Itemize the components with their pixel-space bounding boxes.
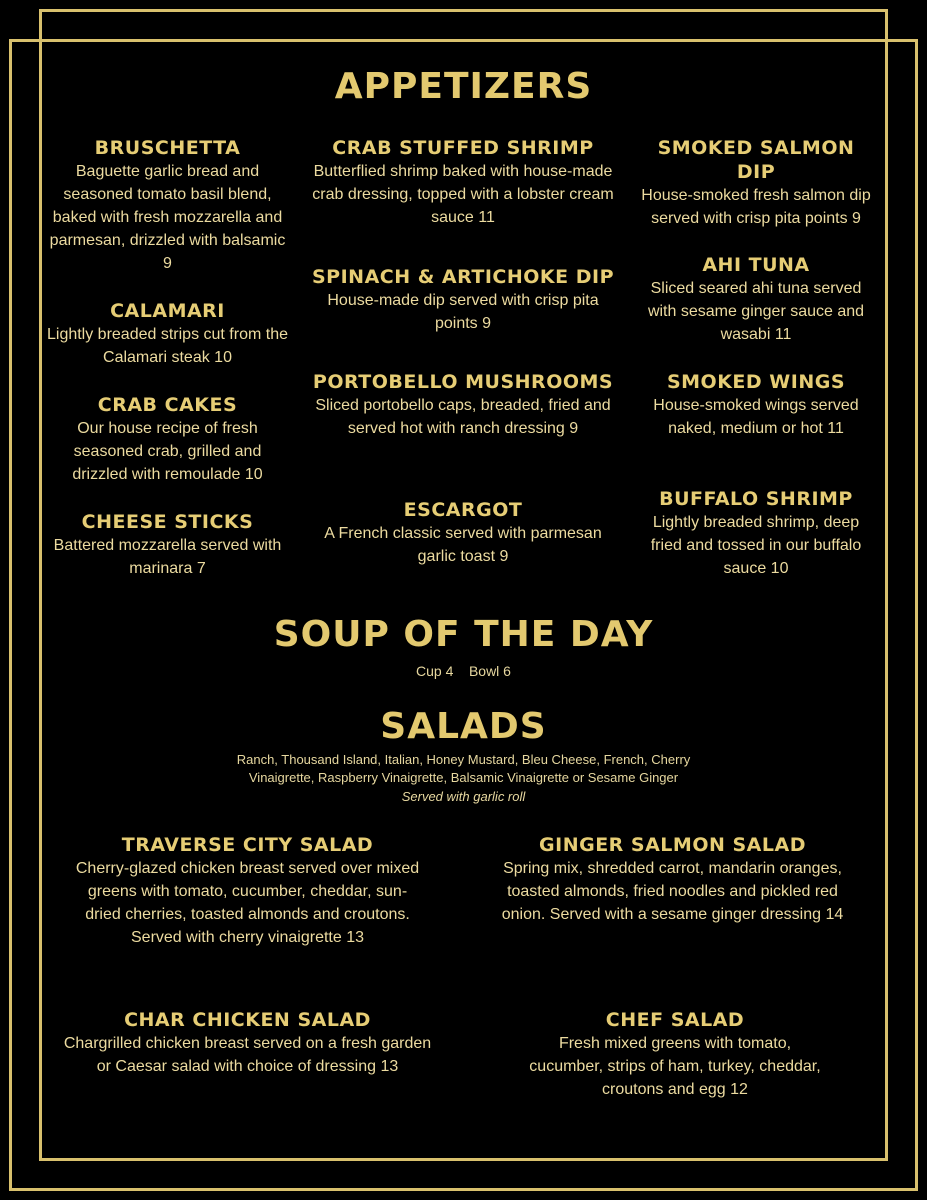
item-name: CALAMARI xyxy=(110,300,225,322)
item-name: CHEESE STICKS xyxy=(81,511,254,533)
menu-item xyxy=(636,487,876,580)
item-desc: House-smoked wings served naked, medium or hot 11 xyxy=(653,397,859,437)
item-name: BRUSCHETTA xyxy=(94,137,241,159)
salads-title: SALADS xyxy=(380,706,547,747)
menu-item xyxy=(636,253,876,346)
item-name: TRAVERSE CITY SALAD xyxy=(121,834,374,856)
item-desc: Chargrilled chicken breast served on a fresh garden or Caesar salad with choice of dressing 13 xyxy=(63,1035,432,1075)
item-name: CHAR CHICKEN SALAD xyxy=(124,1009,371,1031)
item-desc: Lightly breaded strips cut from the Calamari steak 10 xyxy=(46,326,288,366)
menu-item xyxy=(520,1008,830,1101)
item-desc: House-made dip served with crisp pita points 9 xyxy=(327,292,599,332)
menu-item xyxy=(308,370,618,440)
dressings-line: Vinaigrette, Raspberry Vinaigrette, Balsamic Vinaigrette or Sesame Ginger xyxy=(248,770,679,785)
item-name: SMOKED SALMON DIP xyxy=(657,137,855,183)
menu-item xyxy=(308,265,618,335)
item-name: ESCARGOT xyxy=(403,499,523,521)
item-name: SMOKED WINGS xyxy=(666,371,846,393)
menu-item xyxy=(45,299,290,369)
item-desc: A French classic served with parmesan garlic toast 9 xyxy=(324,525,602,565)
item-desc: Battered mozzarella served with marinara 7 xyxy=(53,537,282,577)
item-name: CRAB STUFFED SHRIMP xyxy=(332,137,594,159)
item-name: GINGER SALMON SALAD xyxy=(539,834,806,856)
item-desc: House-smoked fresh salmon dip served with crisp pita points 9 xyxy=(641,187,871,227)
item-name: SPINACH & ARTICHOKE DIP xyxy=(311,266,615,288)
menu-item xyxy=(45,136,290,275)
item-name: PORTOBELLO MUSHROOMS xyxy=(312,371,614,393)
menu-item xyxy=(60,1008,435,1078)
item-name: CHEF SALAD xyxy=(605,1009,745,1031)
item-desc: Baguette garlic bread and seasoned tomato basil blend, baked with fresh mozzarella and parmesan, drizzled with balsamic 9 xyxy=(49,163,286,272)
salads-note: Served with garlic roll xyxy=(401,789,526,804)
item-desc: Lightly breaded shrimp, deep fried and tossed in our buffalo sauce 10 xyxy=(650,514,862,577)
menu-item xyxy=(45,510,290,580)
menu-item xyxy=(308,136,618,229)
item-desc: Sliced portobello caps, breaded, fried and served hot with ranch dressing 9 xyxy=(315,397,611,437)
menu-item xyxy=(75,833,420,949)
item-name: BUFFALO SHRIMP xyxy=(659,488,853,510)
soup-prices: Cup 4 Bowl 6 xyxy=(416,663,511,679)
item-desc: Sliced seared ahi tuna served with sesame ginger sauce and wasabi 11 xyxy=(647,280,865,343)
item-desc: Our house recipe of fresh seasoned crab, grilled and drizzled with remoulade 10 xyxy=(72,420,263,483)
menu-item xyxy=(45,393,290,486)
item-desc: Butterflied shrimp baked with house-made crab dressing, topped with a lobster cream sauce 11 xyxy=(312,163,614,226)
item-desc: Cherry-glazed chicken breast served over mixed greens with tomato, cucumber, cheddar, sun-dried cherries, toasted almonds and croutons. Served with cherry vinaigrette 13 xyxy=(75,860,420,946)
item-desc: Fresh mixed greens with tomato, cucumber, strips of ham, turkey, cheddar, croutons and egg 12 xyxy=(529,1035,821,1098)
appetizers-title: APPETIZERS xyxy=(334,66,593,107)
menu-item xyxy=(500,833,845,926)
dressings-line: Ranch, Thousand Island, Italian, Honey Mustard, Bleu Cheese, French, Cherry xyxy=(236,752,691,767)
menu-item xyxy=(636,136,876,230)
item-name: CRAB CAKES xyxy=(97,394,238,416)
item-name: AHI TUNA xyxy=(702,254,810,276)
item-desc: Spring mix, shredded carrot, mandarin oranges, toasted almonds, fried noodles and pickled red onion. Served with a sesame ginger dressing 14 xyxy=(501,860,844,923)
soup-title: SOUP OF THE DAY xyxy=(273,614,654,655)
menu-item xyxy=(308,498,618,568)
menu-item xyxy=(636,370,876,440)
